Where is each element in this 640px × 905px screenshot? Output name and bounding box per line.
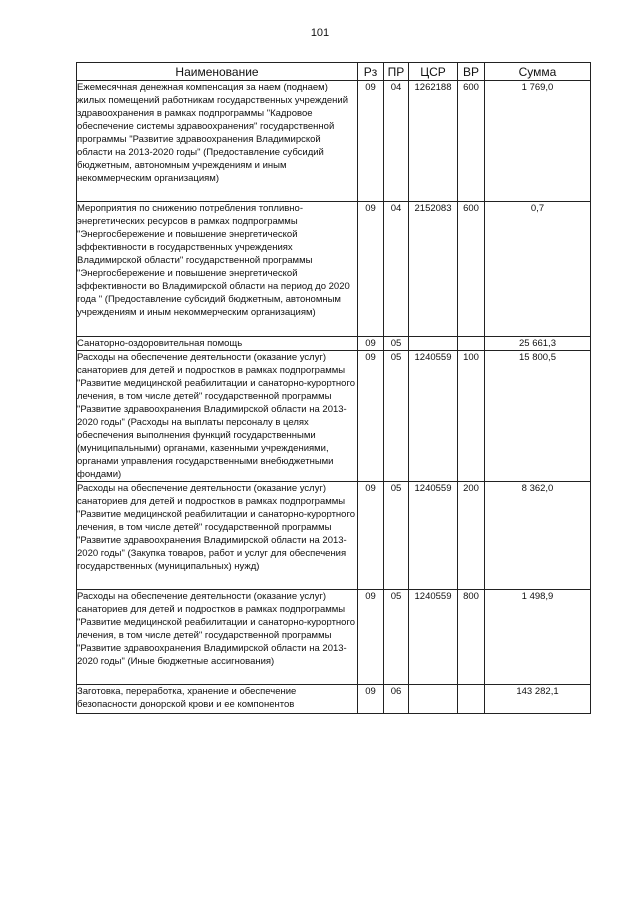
- row-pr: 06: [384, 685, 409, 714]
- header-csr: ЦСР: [409, 63, 458, 81]
- row-rz: 09: [358, 685, 384, 714]
- row-name: Расходы на обеспечение деятельности (оказание услуг) санаториев для детей и подростков в рамках подпрограммы "Развитие медицинской реабилитации и санаторно-курортного лечения, в том числе детей" государственной программы "Развитие здравоохранения Владимирской области на 2013-2020 годы" (Иные бюджетные ассигнования): [77, 590, 358, 685]
- page-number: 101: [310, 27, 330, 39]
- header-rz: Рз: [358, 63, 384, 81]
- row-pr: 05: [384, 337, 409, 351]
- row-sum: 1 769,0: [485, 81, 591, 202]
- table-row: [77, 337, 591, 351]
- row-csr: [409, 337, 458, 351]
- table-row: [77, 685, 591, 714]
- row-vr: 600: [458, 81, 485, 202]
- row-sum: 25 661,3: [485, 337, 591, 351]
- row-csr: 1240559: [409, 482, 458, 590]
- row-pr: 05: [384, 590, 409, 685]
- header-sum: Сумма: [485, 63, 591, 81]
- row-csr: 2152083: [409, 202, 458, 337]
- row-name: Заготовка, переработка, хранение и обеспечение безопасности донорской крови и ее компонентов: [77, 685, 358, 714]
- row-pr: 05: [384, 351, 409, 482]
- row-rz: 09: [358, 337, 384, 351]
- row-rz: 09: [358, 351, 384, 482]
- row-vr: 800: [458, 590, 485, 685]
- row-vr: 600: [458, 202, 485, 337]
- row-csr: [409, 685, 458, 714]
- row-sum: 1 498,9: [485, 590, 591, 685]
- header-pr: ПР: [384, 63, 409, 81]
- header-vr: ВР: [458, 63, 485, 81]
- row-name: Мероприятия по снижению потребления топливно-энергетических ресурсов в рамках подпрограммы "Энергосбережение и повышение энергетической эффективности в государственных учреждениях Владимирской области" государственной программы "Энергосбережение и повышение энергетической эффективности во Владимирской области на период до 2020 года " (Предоставление субсидий бюджетным, автономным учреждениям и иным некоммерческим организациям): [77, 202, 358, 337]
- table-row: [77, 81, 591, 202]
- row-csr: 1240559: [409, 351, 458, 482]
- table-row: [77, 590, 591, 685]
- row-name: Расходы на обеспечение деятельности (оказание услуг) санаториев для детей и подростков в рамках подпрограммы "Развитие медицинской реабилитации и санаторно-курортного лечения, в том числе детей" государственной программы "Развитие здравоохранения Владимирской области на 2013-2020 годы" (Закупка товаров, работ и услуг для обеспечения государственных (муниципальных) нужд): [77, 482, 358, 590]
- row-sum: 143 282,1: [485, 685, 591, 714]
- row-csr: 1240559: [409, 590, 458, 685]
- row-csr: 1262188: [409, 81, 458, 202]
- header-name: Наименование: [77, 63, 358, 81]
- row-name: Ежемесячная денежная компенсация за наем (поднаем) жилых помещений работникам государственных учреждений здравоохранения в рамках подпрограммы "Кадровое обеспечение системы здравоохранения" государственной программы "Развитие здравоохранения Владимирской области на 2013-2020 годы" (Предоставление субсидий бюджетным, автономным учреждениям и иным некоммерческим организациям): [77, 81, 358, 202]
- row-rz: 09: [358, 590, 384, 685]
- table-row: [77, 202, 591, 337]
- row-vr: [458, 685, 485, 714]
- row-rz: 09: [358, 81, 384, 202]
- row-pr: 04: [384, 81, 409, 202]
- row-sum: 0,7: [485, 202, 591, 337]
- budget-table: [76, 62, 591, 714]
- row-pr: 04: [384, 202, 409, 337]
- row-vr: 200: [458, 482, 485, 590]
- row-sum: 8 362,0: [485, 482, 591, 590]
- row-sum: 15 800,5: [485, 351, 591, 482]
- row-name: Расходы на обеспечение деятельности (оказание услуг) санаториев для детей и подростков в рамках подпрограммы "Развитие медицинской реабилитации и санаторно-курортного лечения, в том числе детей" государственной программы "Развитие здравоохранения Владимирской области на 2013-2020 годы" (Расходы на выплаты персоналу в целях обеспечения выполнения функций государственными (муниципальными) органами, казенными учреждениями, органами управления государственными внебюджетными фондами): [77, 351, 358, 482]
- table-row: [77, 351, 591, 482]
- table-row: [77, 482, 591, 590]
- table-header-row: [77, 63, 591, 81]
- row-pr: 05: [384, 482, 409, 590]
- row-rz: 09: [358, 202, 384, 337]
- row-rz: 09: [358, 482, 384, 590]
- row-name: Санаторно-оздоровительная помощь: [77, 337, 358, 351]
- row-vr: [458, 337, 485, 351]
- row-vr: 100: [458, 351, 485, 482]
